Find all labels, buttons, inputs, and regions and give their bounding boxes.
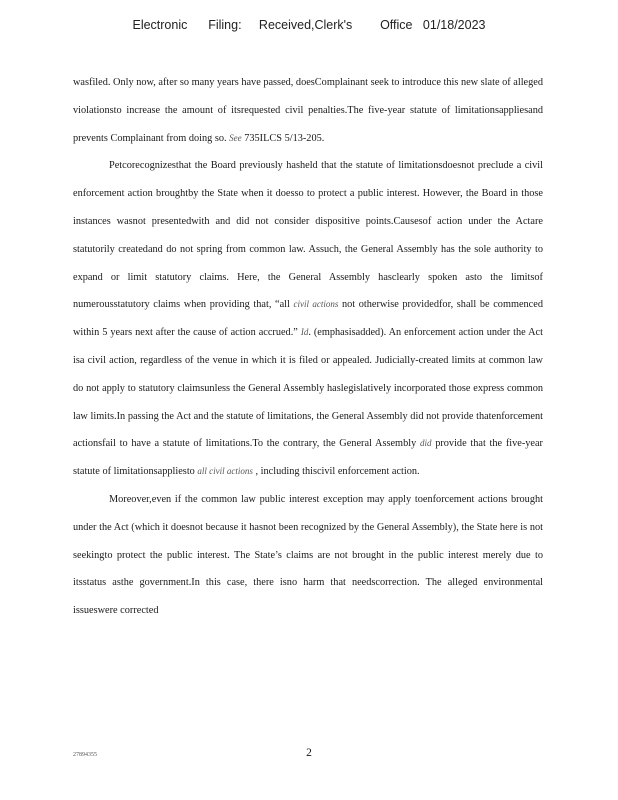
- italic-citation: all civil actions: [197, 466, 253, 477]
- paragraph-text: not otherwise providedfor, shall be commenced within 5 years next after the cause of action accrued.”: [73, 299, 543, 339]
- italic-citation: civil actions: [293, 299, 339, 310]
- filing-header: Electronic Filing: Received,Clerk's Office 01/18/2023: [132, 18, 486, 32]
- paragraph-text: Moreover,even if the common law public interest exception may apply toenforcement actions brought under the Act (which it doesnot because it hasnot been recognized by the General Assembly), the State here is not seekingto protect the public interest. The State’s claims are not brought in the public interest merely due to itsstatus asthe government.In this case, there isno harm that needscorrection. The alleged environmental issueswere corrected: [73, 493, 543, 617]
- body-paragraph: [73, 152, 543, 486]
- italic-citation: did: [419, 438, 432, 449]
- paragraph-text: provide that the five-year statute of limitationsappliesto: [73, 438, 543, 478]
- paragraph-text: Petcorecognizesthat the Board previously hasheld that the statute of limitationsdoesnot preclude a civil enforcement action broughtby the State when it doesso to protect a public interest. However, the Board in those instances wasnot presentedwith and did not consider dispositive points.Causesof action under the Actare statutorily createdand do not spring from common law. Assuch, the General Assembly has the sole authority to expand or limit statutory claims. Here, the General Assembly hasclearly spoken asto the limitsof numerousstatutory claims when providing that, “all: [73, 160, 543, 311]
- italic-citation: Id: [300, 327, 309, 338]
- page-number: 2: [306, 747, 312, 759]
- paragraph-text: , including thiscivil enforcement action.: [252, 466, 420, 478]
- document-body: [73, 69, 543, 625]
- paragraph-text: . (emphasisadded). An enforcement action under the Act isa civil action, regardless of the venue in which it is filed or appealed. Judicially-created limits at common law do not apply to statutory claimsunless the General Assembly haslegislatively incorporated those express common law limits.In passing the Act and the statute of limitations, the General Assembly did not provide thatenforcement actionsfail to have a statute of limitations.To the contrary, the General Assembly: [73, 327, 543, 450]
- body-paragraph: [73, 486, 543, 625]
- paragraph-text: wasfiled. Only now, after so many years have passed, doesComplainant seek to introduce this new slate of alleged violationsto increase the amount of itsrequested civil penalties.The five-year statute of limitationsappliesand prevents Complainant from doing so.: [73, 77, 543, 144]
- body-paragraph: [73, 69, 543, 152]
- paragraph-text: 735ILCS 5/13-205.: [241, 132, 325, 144]
- italic-citation: See: [229, 132, 242, 143]
- document-id: 27894355: [73, 752, 97, 758]
